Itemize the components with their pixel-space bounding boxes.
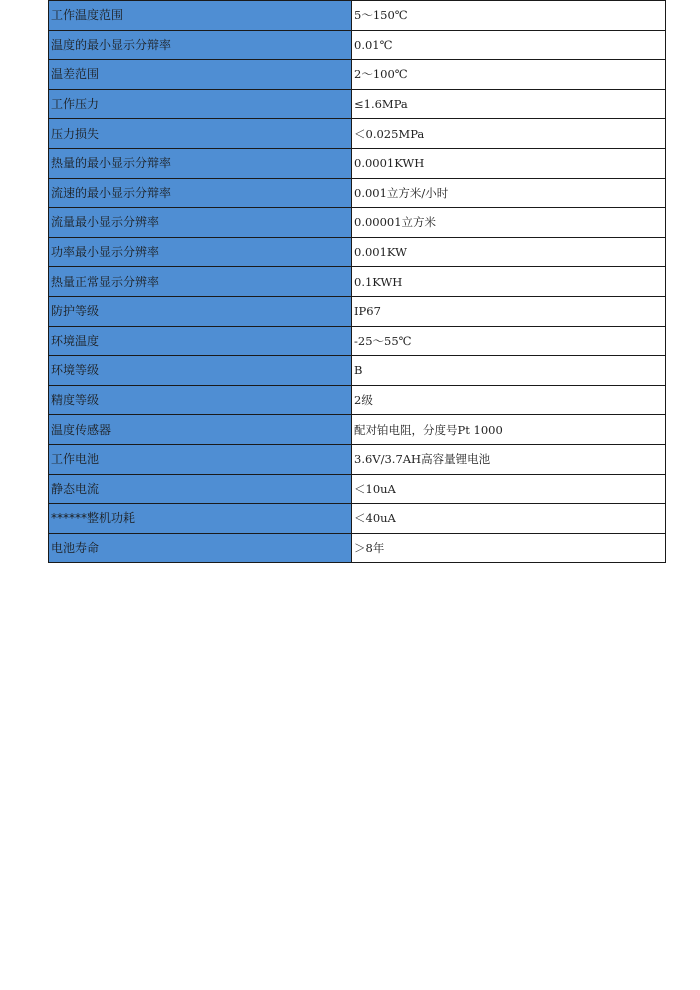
spec-table [48, 0, 666, 563]
table-row [49, 30, 666, 60]
spec-value: ＜0.025MPa [352, 119, 666, 149]
spec-value: ≤1.6MPa [352, 89, 666, 119]
spec-label: 流量最小显示分辨率 [49, 208, 352, 238]
table-row [49, 385, 666, 415]
table-row [49, 1, 666, 31]
spec-value: B [352, 356, 666, 386]
spec-value: ＞8年 [352, 533, 666, 563]
spec-value: 0.0001KWH [352, 148, 666, 178]
spec-label: 工作电池 [49, 444, 352, 474]
spec-value: ＜40uA [352, 504, 666, 534]
table-row [49, 178, 666, 208]
spec-label: 温差范围 [49, 60, 352, 90]
spec-value: 配对铂电阻，分度号Pt 1000 [352, 415, 666, 445]
spec-value: 0.001立方米/小时 [352, 178, 666, 208]
spec-value: 0.01℃ [352, 30, 666, 60]
table-row [49, 296, 666, 326]
table-row [49, 148, 666, 178]
spec-label: ******整机功耗 [49, 504, 352, 534]
spec-label: 温度传感器 [49, 415, 352, 445]
table-row [49, 444, 666, 474]
spec-value: -25～55℃ [352, 326, 666, 356]
spec-label: 压力损失 [49, 119, 352, 149]
table-row [49, 237, 666, 267]
table-row [49, 326, 666, 356]
table-row [49, 356, 666, 386]
spec-value: IP67 [352, 296, 666, 326]
spec-label: 环境温度 [49, 326, 352, 356]
spec-label: 热量的最小显示分辩率 [49, 148, 352, 178]
spec-label: 精度等级 [49, 385, 352, 415]
spec-label: 功率最小显示分辨率 [49, 237, 352, 267]
spec-value: 0.00001立方米 [352, 208, 666, 238]
table-row [49, 415, 666, 445]
spec-label: 流速的最小显示分辩率 [49, 178, 352, 208]
spec-value: 5～150℃ [352, 1, 666, 31]
spec-value: ＜10uA [352, 474, 666, 504]
spec-label: 工作压力 [49, 89, 352, 119]
table-row [49, 60, 666, 90]
table-row [49, 208, 666, 238]
table-row [49, 89, 666, 119]
table-row [49, 504, 666, 534]
spec-value: 0.1KWH [352, 267, 666, 297]
table-row [49, 474, 666, 504]
spec-label: 防护等级 [49, 296, 352, 326]
spec-label: 工作温度范围 [49, 1, 352, 31]
spec-value: 2～100℃ [352, 60, 666, 90]
table-row [49, 267, 666, 297]
spec-value: 3.6V/3.7AH高容量锂电池 [352, 444, 666, 474]
spec-label: 电池寿命 [49, 533, 352, 563]
spec-label: 静态电流 [49, 474, 352, 504]
spec-value: 2级 [352, 385, 666, 415]
spec-label: 温度的最小显示分辩率 [49, 30, 352, 60]
spec-label: 环境等级 [49, 356, 352, 386]
table-row [49, 533, 666, 563]
spec-value: 0.001KW [352, 237, 666, 267]
table-row [49, 119, 666, 149]
spec-label: 热量正常显示分辨率 [49, 267, 352, 297]
